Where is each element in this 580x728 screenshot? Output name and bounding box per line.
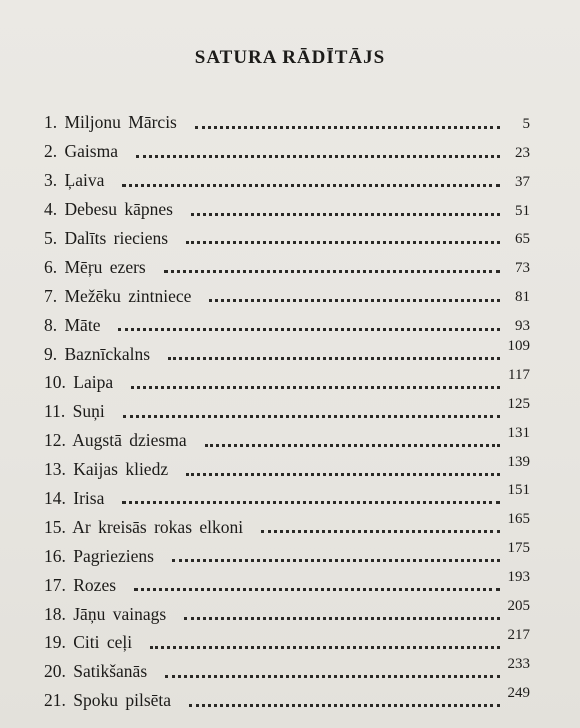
entry-page: 139: [507, 453, 530, 470]
entry-page: 51: [515, 202, 530, 219]
entry-title: 4. Debesu kāpnes: [44, 199, 173, 220]
entry-title: 12. Augstā dziesma: [44, 430, 187, 451]
entry-title: 10. Laipa: [44, 372, 114, 393]
entry-page: 131: [507, 424, 530, 441]
entry-title: 2. Gaisma: [44, 141, 118, 162]
entry-page: 73: [515, 260, 530, 277]
toc-entry: [44, 536, 530, 565]
toc-entry: [44, 507, 530, 536]
entry-title: 6. Mēŗu ezers: [44, 256, 146, 277]
dot-leader: [150, 646, 499, 649]
toc-entry: [44, 276, 530, 305]
dot-leader: [191, 213, 500, 216]
dot-leader: [168, 357, 499, 360]
toc-entry: [44, 334, 530, 363]
dot-leader: [186, 473, 499, 476]
entry-title: 8. Māte: [44, 314, 101, 335]
toc-entry: [44, 305, 530, 334]
entry-page: 175: [507, 540, 530, 557]
entry-page: 125: [507, 395, 530, 412]
entry-title: 21. Spoku pilsēta: [44, 690, 172, 711]
entry-page: 93: [515, 318, 530, 335]
entry-page: 193: [507, 569, 530, 586]
entry-page: 249: [507, 684, 530, 701]
entry-title: 18. Jāņu vainags: [44, 603, 167, 624]
entry-title: 9. Baznīckalns: [44, 343, 151, 364]
toc-entry: [44, 132, 530, 161]
dot-leader: [164, 270, 500, 273]
toc-entry: [44, 479, 530, 508]
toc-entry: [44, 161, 530, 190]
toc-entry: [44, 565, 530, 594]
page-title: SATURA RĀDĪTĀJS: [194, 47, 386, 68]
dot-leader: [118, 328, 500, 331]
entry-title: 15. Ar kreisās rokas elkoni: [44, 516, 244, 537]
entry-title: 20. Satikšanās: [44, 661, 148, 682]
dot-leader: [123, 415, 500, 418]
toc-entry: [44, 392, 530, 421]
entry-title: 19. Citi ceļi: [44, 632, 133, 653]
entry-title: 5. Dalīts rieciens: [44, 227, 169, 248]
dot-leader: [261, 530, 499, 533]
toc-entry: [44, 363, 530, 392]
toc-entry: [44, 219, 530, 248]
entry-page: 165: [507, 511, 530, 528]
entry-page: 151: [507, 482, 530, 499]
entry-page: 205: [507, 598, 530, 615]
toc-entry: [44, 594, 530, 623]
toc-entry: [44, 103, 530, 132]
entry-page: 37: [515, 173, 530, 190]
toc-entry: [44, 623, 530, 652]
entry-title: 14. Irisa: [44, 487, 105, 508]
dot-leader: [134, 588, 499, 591]
dot-leader: [172, 559, 500, 562]
entry-title: 11. Suņi: [44, 401, 105, 422]
entry-page: 109: [507, 338, 530, 355]
toc-entry: [44, 421, 530, 450]
toc-entry: [44, 681, 530, 710]
entry-page: 81: [515, 289, 530, 306]
entry-page: 117: [508, 366, 530, 383]
table-of-contents: [44, 103, 530, 710]
dot-leader: [186, 241, 500, 244]
entry-page: 23: [515, 144, 530, 161]
entry-title: 1. Miljonu Mārcis: [44, 112, 177, 133]
dot-leader: [205, 444, 500, 447]
dot-leader: [209, 299, 500, 302]
dot-leader: [131, 386, 500, 389]
entry-page: 65: [515, 231, 530, 248]
dot-leader: [136, 155, 500, 158]
entry-title: 13. Kaijas kliedz: [44, 459, 169, 480]
entry-page: 233: [507, 655, 530, 672]
entry-title: 16. Pagrieziens: [44, 545, 154, 566]
dot-leader: [165, 675, 499, 678]
entry-title: 7. Mežēku zintniece: [44, 285, 192, 306]
dot-leader: [189, 704, 499, 707]
entry-title: 17. Rozes: [44, 574, 117, 595]
dot-leader: [195, 126, 500, 129]
toc-entry: [44, 652, 530, 681]
entry-page: 5: [522, 115, 530, 132]
dot-leader: [122, 184, 500, 187]
toc-entry: [44, 190, 530, 219]
toc-entry: [44, 247, 530, 276]
dot-leader: [184, 617, 499, 620]
toc-entry: [44, 450, 530, 479]
entry-page: 217: [507, 626, 530, 643]
dot-leader: [122, 501, 499, 504]
entry-title: 3. Ļaiva: [44, 170, 105, 191]
